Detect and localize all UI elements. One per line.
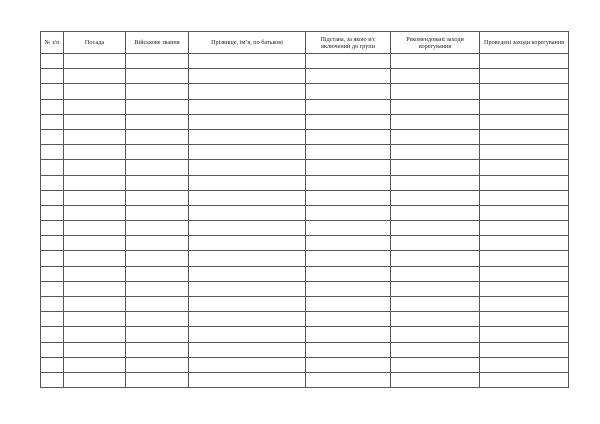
table-cell[interactable]	[391, 312, 480, 327]
table-cell[interactable]	[126, 281, 189, 296]
table-row	[41, 84, 569, 99]
column-header-inclusion-reason: Підстава, за якою в/с включений до групи	[306, 32, 391, 54]
table-cell[interactable]	[480, 357, 569, 372]
table-row	[41, 175, 569, 190]
table-cell[interactable]	[189, 221, 306, 236]
table-cell[interactable]	[306, 160, 391, 175]
table-cell[interactable]	[189, 266, 306, 281]
table-cell[interactable]	[64, 266, 126, 281]
table-cell[interactable]	[480, 84, 569, 99]
table-cell[interactable]	[126, 312, 189, 327]
table-row	[41, 281, 569, 296]
table-row	[41, 190, 569, 205]
table-cell[interactable]	[391, 84, 480, 99]
table-cell[interactable]	[126, 221, 189, 236]
table-cell[interactable]	[41, 205, 64, 220]
table-cell[interactable]	[189, 99, 306, 114]
table-header-row	[41, 32, 569, 54]
table-cell[interactable]	[480, 129, 569, 144]
table-cell[interactable]	[126, 129, 189, 144]
table-cell[interactable]	[391, 129, 480, 144]
table-cell[interactable]	[41, 281, 64, 296]
table-cell[interactable]	[64, 160, 126, 175]
table-cell[interactable]	[189, 114, 306, 129]
table-cell[interactable]	[189, 190, 306, 205]
table-row	[41, 266, 569, 281]
table-cell[interactable]	[480, 327, 569, 342]
table-cell[interactable]	[391, 99, 480, 114]
table-cell[interactable]	[41, 327, 64, 342]
table-cell[interactable]	[189, 129, 306, 144]
table-cell[interactable]	[189, 357, 306, 372]
table-cell[interactable]	[41, 69, 64, 84]
table-cell[interactable]	[64, 99, 126, 114]
table-cell[interactable]	[64, 69, 126, 84]
table-cell[interactable]	[306, 251, 391, 266]
table-cell[interactable]	[306, 342, 391, 357]
table-cell[interactable]	[306, 266, 391, 281]
table-cell[interactable]	[391, 266, 480, 281]
table-cell[interactable]	[391, 190, 480, 205]
table-cell[interactable]	[126, 251, 189, 266]
table-cell[interactable]	[391, 357, 480, 372]
table-cell[interactable]	[391, 236, 480, 251]
table-cell[interactable]	[480, 281, 569, 296]
table-cell[interactable]	[189, 281, 306, 296]
table-cell[interactable]	[126, 145, 189, 160]
table-cell[interactable]	[126, 69, 189, 84]
table-cell[interactable]	[64, 327, 126, 342]
table-cell[interactable]	[64, 312, 126, 327]
table-cell[interactable]	[391, 205, 480, 220]
table-cell[interactable]	[126, 297, 189, 312]
table-cell[interactable]	[41, 312, 64, 327]
table-cell[interactable]	[64, 54, 126, 69]
table-cell[interactable]	[64, 84, 126, 99]
table-cell[interactable]	[41, 160, 64, 175]
table-row	[41, 160, 569, 175]
table-row	[41, 129, 569, 144]
table-cell[interactable]	[41, 266, 64, 281]
table-cell[interactable]	[64, 175, 126, 190]
table-cell[interactable]	[391, 54, 480, 69]
column-header-position: Посада	[64, 32, 126, 54]
table-cell[interactable]	[480, 297, 569, 312]
table-cell[interactable]	[480, 69, 569, 84]
table-cell[interactable]	[306, 69, 391, 84]
table-cell[interactable]	[189, 205, 306, 220]
table-cell[interactable]	[64, 129, 126, 144]
table-cell[interactable]	[189, 145, 306, 160]
table-row	[41, 145, 569, 160]
table-cell[interactable]	[391, 114, 480, 129]
table-cell[interactable]	[480, 99, 569, 114]
table-row	[41, 221, 569, 236]
table-row	[41, 99, 569, 114]
table-cell[interactable]	[480, 175, 569, 190]
table-cell[interactable]	[126, 54, 189, 69]
table-cell[interactable]	[126, 205, 189, 220]
table-cell[interactable]	[391, 160, 480, 175]
table-row	[41, 357, 569, 372]
table-cell[interactable]	[41, 357, 64, 372]
table-cell[interactable]	[189, 327, 306, 342]
table-cell[interactable]	[306, 357, 391, 372]
table-cell[interactable]	[391, 372, 480, 387]
table-cell[interactable]	[126, 327, 189, 342]
table-cell[interactable]	[126, 160, 189, 175]
table-cell[interactable]	[126, 372, 189, 387]
table-cell[interactable]	[64, 114, 126, 129]
table-cell[interactable]	[189, 312, 306, 327]
table-row	[41, 69, 569, 84]
table-row	[41, 236, 569, 251]
table-cell[interactable]	[64, 357, 126, 372]
table-cell[interactable]	[41, 114, 64, 129]
table-cell[interactable]	[189, 342, 306, 357]
table-cell[interactable]	[189, 175, 306, 190]
table-cell[interactable]	[391, 221, 480, 236]
table-cell[interactable]	[480, 266, 569, 281]
table-cell[interactable]	[391, 342, 480, 357]
table-cell[interactable]	[480, 114, 569, 129]
table-cell[interactable]	[306, 221, 391, 236]
table-cell[interactable]	[126, 114, 189, 129]
table-cell[interactable]	[126, 342, 189, 357]
table-cell[interactable]	[306, 84, 391, 99]
table-cell[interactable]	[41, 297, 64, 312]
table-cell[interactable]	[41, 190, 64, 205]
table-cell[interactable]	[41, 372, 64, 387]
table-cell[interactable]	[480, 312, 569, 327]
table-cell[interactable]	[41, 99, 64, 114]
table-cell[interactable]	[306, 99, 391, 114]
table-cell[interactable]	[480, 236, 569, 251]
table-cell[interactable]	[41, 129, 64, 144]
table-cell[interactable]	[480, 190, 569, 205]
table-cell[interactable]	[64, 205, 126, 220]
table-cell[interactable]	[391, 297, 480, 312]
table-cell[interactable]	[306, 236, 391, 251]
table-row	[41, 327, 569, 342]
table-cell[interactable]	[126, 357, 189, 372]
table-cell[interactable]	[126, 266, 189, 281]
table-cell[interactable]	[41, 84, 64, 99]
column-header-recommended-measures: Рекомендовані заходи корегування	[391, 32, 480, 54]
column-header-completed-measures: Проведені заходи корегування	[480, 32, 569, 54]
table-cell[interactable]	[189, 84, 306, 99]
table-cell[interactable]	[391, 145, 480, 160]
table-row	[41, 114, 569, 129]
table-row	[41, 205, 569, 220]
table-row	[41, 251, 569, 266]
table-cell[interactable]	[64, 221, 126, 236]
table-cell[interactable]	[306, 54, 391, 69]
table-cell[interactable]	[480, 205, 569, 220]
table-cell[interactable]	[189, 251, 306, 266]
table-cell[interactable]	[126, 99, 189, 114]
table-cell[interactable]	[126, 236, 189, 251]
table-cell[interactable]	[189, 236, 306, 251]
table-cell[interactable]	[41, 221, 64, 236]
column-header-full-name: Прізвище, ім’я, по батькові	[189, 32, 306, 54]
column-header-military-rank: Військове звання	[126, 32, 189, 54]
table-cell[interactable]	[41, 54, 64, 69]
table-row	[41, 312, 569, 327]
table-cell[interactable]	[480, 342, 569, 357]
table-cell[interactable]	[391, 175, 480, 190]
table-cell[interactable]	[306, 175, 391, 190]
table-row	[41, 54, 569, 69]
table-cell[interactable]	[306, 145, 391, 160]
table-cell[interactable]	[306, 205, 391, 220]
table-cell[interactable]	[306, 129, 391, 144]
table-cell[interactable]	[41, 175, 64, 190]
table-cell[interactable]	[391, 327, 480, 342]
table-cell[interactable]	[480, 372, 569, 387]
table-cell[interactable]	[480, 54, 569, 69]
table-cell[interactable]	[64, 236, 126, 251]
table-cell[interactable]	[306, 190, 391, 205]
column-header-number: № з/п	[41, 32, 64, 54]
table-cell[interactable]	[391, 69, 480, 84]
table-cell[interactable]	[126, 175, 189, 190]
table-cell[interactable]	[480, 221, 569, 236]
table-cell[interactable]	[126, 84, 189, 99]
table-cell[interactable]	[41, 342, 64, 357]
table-cell[interactable]	[64, 190, 126, 205]
table-cell[interactable]	[480, 145, 569, 160]
table-cell[interactable]	[64, 281, 126, 296]
table-cell[interactable]	[189, 372, 306, 387]
table-row	[41, 297, 569, 312]
table-cell[interactable]	[64, 251, 126, 266]
table-cell[interactable]	[306, 114, 391, 129]
table-cell[interactable]	[306, 372, 391, 387]
table-cell[interactable]	[41, 145, 64, 160]
table-cell[interactable]	[126, 190, 189, 205]
table-cell[interactable]	[391, 281, 480, 296]
table-cell[interactable]	[41, 236, 64, 251]
table-cell[interactable]	[480, 160, 569, 175]
table-cell[interactable]	[64, 297, 126, 312]
table-cell[interactable]	[306, 312, 391, 327]
table-cell[interactable]	[306, 281, 391, 296]
table-cell[interactable]	[189, 297, 306, 312]
table-cell[interactable]	[41, 251, 64, 266]
table-row	[41, 342, 569, 357]
table-cell[interactable]	[64, 145, 126, 160]
table-cell[interactable]	[64, 372, 126, 387]
table-cell[interactable]	[189, 54, 306, 69]
table-cell[interactable]	[306, 297, 391, 312]
table-cell[interactable]	[480, 251, 569, 266]
table-body	[41, 54, 569, 388]
table-cell[interactable]	[391, 251, 480, 266]
table-cell[interactable]	[64, 342, 126, 357]
personnel-register-table	[40, 31, 569, 388]
table-cell[interactable]	[189, 160, 306, 175]
table-row	[41, 372, 569, 387]
table-cell[interactable]	[306, 327, 391, 342]
table-cell[interactable]	[189, 69, 306, 84]
